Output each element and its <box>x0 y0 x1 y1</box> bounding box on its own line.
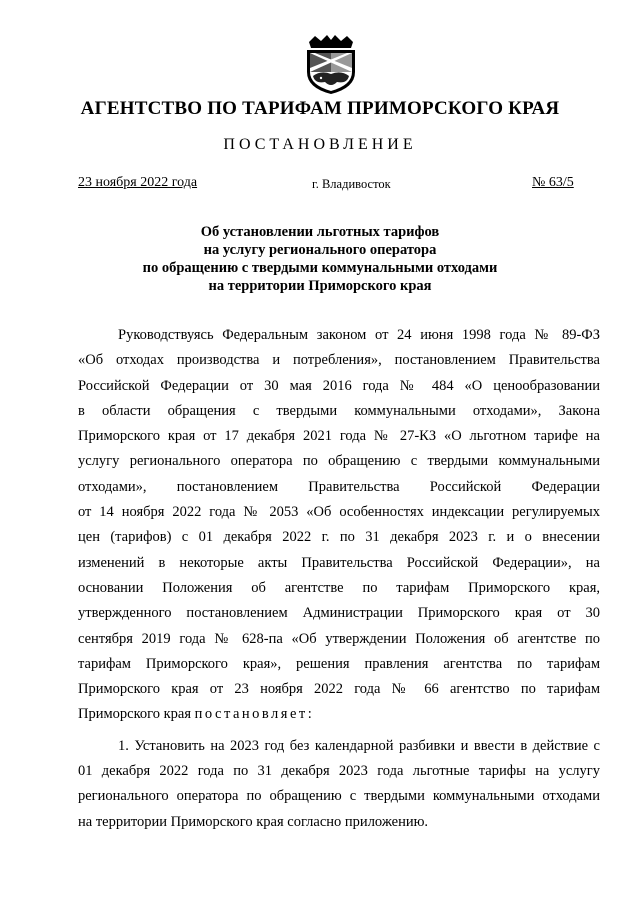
body-line: от 14 ноября 2022 года № 2053 «Об особенностях индексации регулируемых <box>78 504 600 521</box>
body-line: изменений в некоторые акты Правительства Российской Федерации», на <box>78 554 600 571</box>
body-line: Приморского края от 17 декабря 2021 года № 27-КЗ «О льготном тарифе на <box>78 428 600 445</box>
document-date: 23 ноября 2022 года <box>78 175 198 190</box>
paragraph-1 <box>78 323 600 728</box>
body-line: 1. Установить на 2023 год без календарной разбивки и ввести в действие с <box>118 737 600 754</box>
body-line: сентября 2019 года № 628-па «Об утверждении Положения об агентстве по <box>78 630 600 647</box>
title-line: по обращению с твердыми коммунальными отходами <box>142 260 498 276</box>
document-body <box>78 323 600 835</box>
body-line: услугу регионального оператора по обращению с твердыми коммунальными <box>78 453 600 470</box>
body-line: «Об отходах производства и потребления», постановлением Правительства <box>78 352 600 369</box>
body-line: Приморского края от 23 ноября 2022 года № 66 агентство по тарифам <box>78 681 600 698</box>
body-line: отходами», постановлением Правительства Российской Федерации <box>78 478 600 495</box>
title-line: на услугу регионального оператора <box>203 242 437 258</box>
body-line: Руководствуясь Федеральным законом от 24 июня 1998 года № 89-ФЗ <box>118 327 600 343</box>
agency-name: АГЕНТСТВО ПО ТАРИФАМ ПРИМОРСКОГО КРАЯ <box>80 98 560 119</box>
document-city: г. Владивосток <box>312 177 391 191</box>
title-line: на территории Приморского края <box>208 278 432 294</box>
body-line: на территории Приморского края согласно приложению. <box>78 813 429 830</box>
body-line: Российской Федерации от 30 мая 2016 года № 484 «О ценообразовании <box>78 377 600 394</box>
body-line: основании Положения об агентстве по тарифам Приморского края, <box>78 579 600 596</box>
body-line: утвержденного постановлением Администрации Приморского края от 30 <box>78 605 600 622</box>
body-line: 01 декабря 2022 года по 31 декабря 2023 года льготные тарифы на услугу <box>78 763 600 780</box>
body-line: цен (тарифов) с 01 декабря 2022 г. по 31 декабря 2023 г. и о внесении <box>78 529 600 546</box>
title-line: Об установлении льготных тарифов <box>200 224 440 240</box>
paragraph-2 <box>78 734 600 835</box>
body-line-prefix: Приморского края <box>78 706 195 723</box>
resolves-word: постановляет: <box>194 706 315 723</box>
body-line <box>78 702 600 727</box>
body-line: в области обращения с твердыми коммунальными отходами», Закона <box>78 402 600 419</box>
coat-of-arms-icon <box>301 32 361 96</box>
document-type: ПОСТАНОВЛЕНИЕ <box>223 136 417 153</box>
body-line: тарифам Приморского края», решения правления агентства по тарифам <box>78 655 600 672</box>
document-number: № 63/5 <box>532 175 574 190</box>
body-line: регионального оператора по обращению с твердыми коммунальными отходами <box>78 788 600 805</box>
document-title <box>0 223 640 295</box>
